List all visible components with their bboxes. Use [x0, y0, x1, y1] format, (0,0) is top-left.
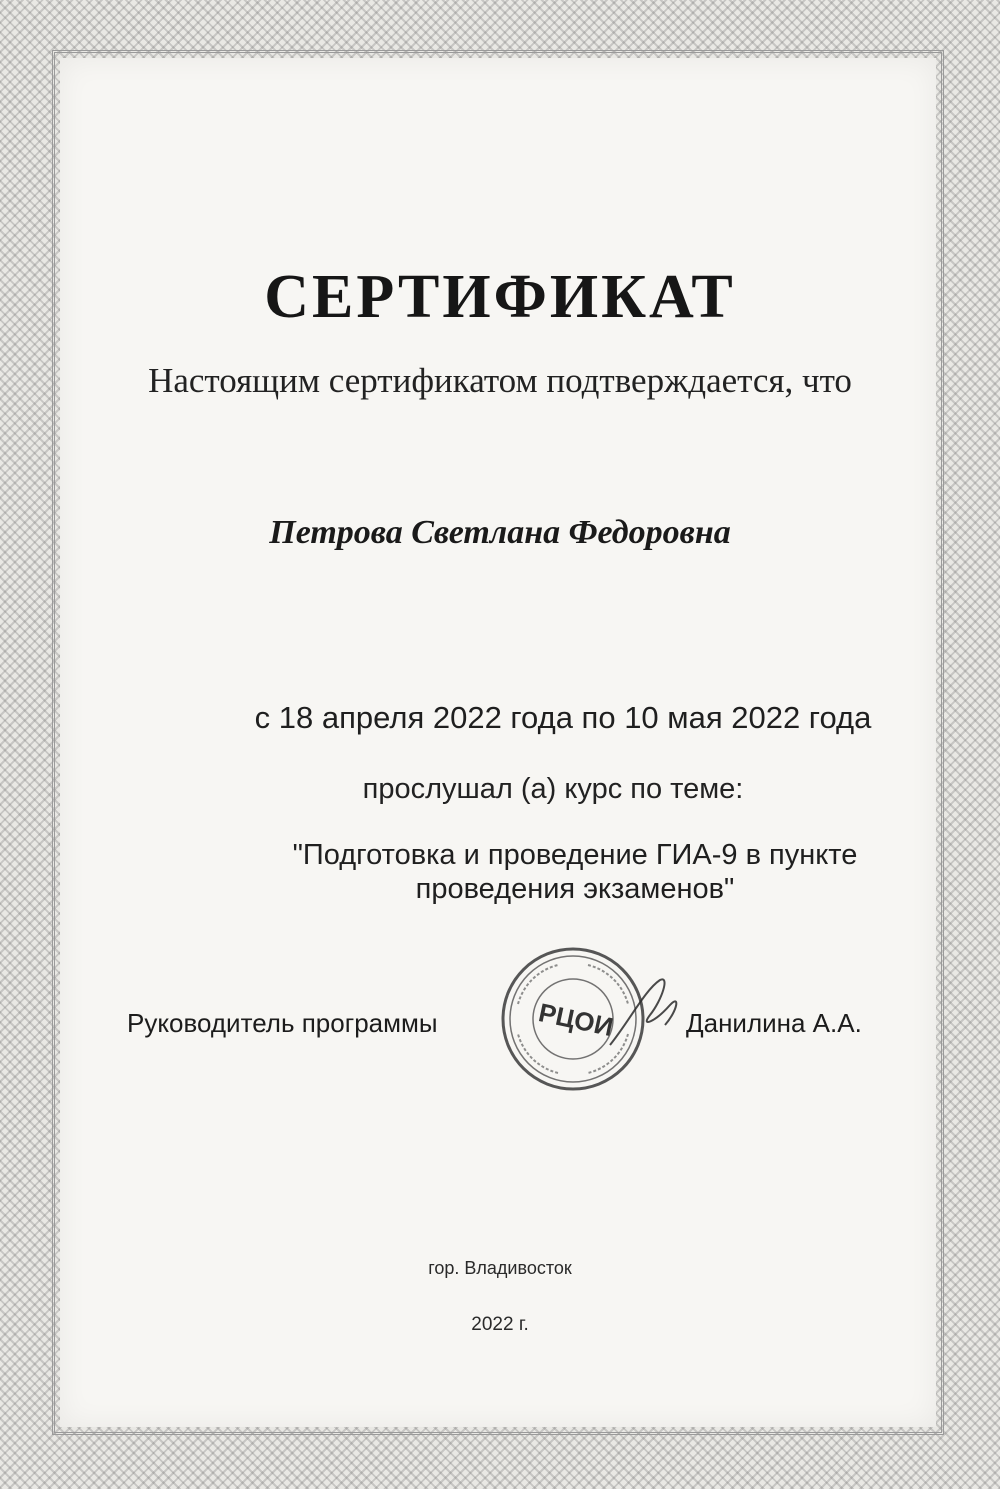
stamp-text: РЦОИ	[536, 997, 616, 1043]
course-title	[150, 838, 1000, 906]
course-period: с 18 апреля 2022 года по 10 мая 2022 года	[254, 700, 872, 735]
course-title-line-1: "Подготовка и проведение ГИА-9 в пункте	[292, 839, 858, 871]
completion-statement: прослушал (а) курс по теме:	[362, 773, 744, 805]
signatory-label: Руководитель программы	[127, 1008, 438, 1038]
certificate-subtitle: Настоящим сертификатом подтверждается, что	[148, 361, 852, 400]
issue-year: 2022 г.	[471, 1314, 529, 1335]
certificate-title: СЕРТИФИКАТ	[264, 263, 736, 331]
course-title-line-2: проведения экзаменов"	[415, 873, 735, 905]
handwritten-signature-icon	[600, 960, 700, 1060]
recipient-name: Петрова Светлана Федоровна	[269, 514, 731, 551]
signatory-name: Данилина А.А.	[686, 1008, 862, 1038]
inner-border-line	[52, 50, 944, 1435]
issue-city: гор. Владивосток	[428, 1258, 572, 1278]
